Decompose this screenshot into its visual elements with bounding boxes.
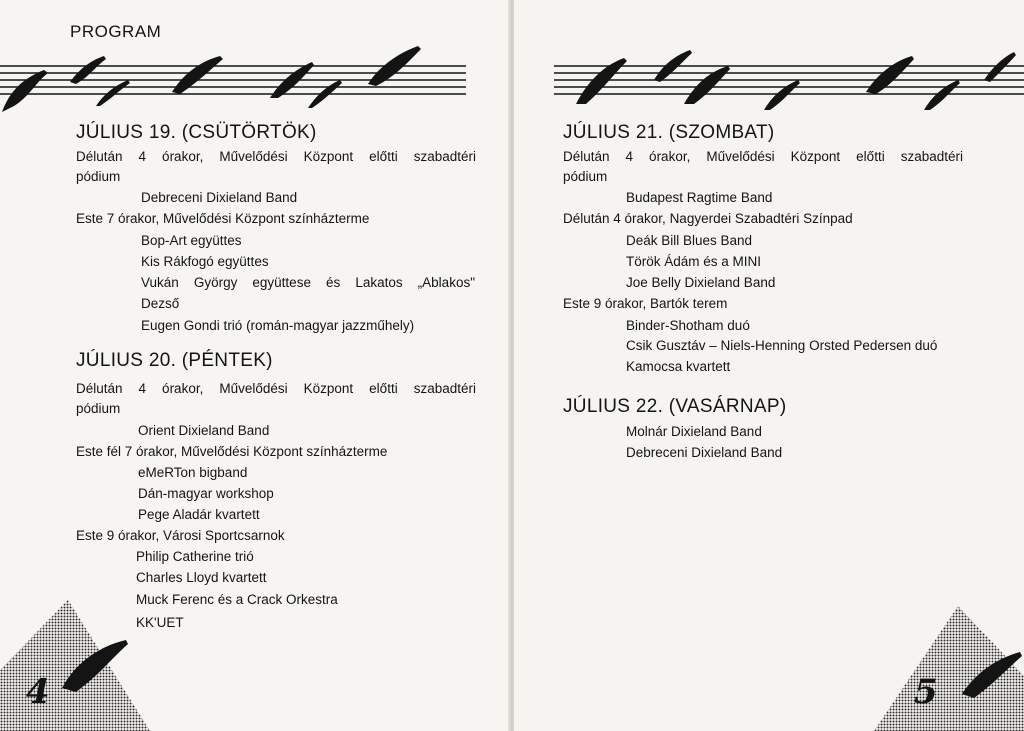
day-title-july-22: JÚLIUS 22. (VASÁRNAP) — [563, 396, 787, 417]
session-location-cont: pódium — [563, 169, 608, 184]
band-name: Dán-magyar workshop — [138, 486, 274, 501]
band-name: Csik Gusztáv – Niels-Henning Orsted Pedersen duó — [626, 338, 938, 353]
band-name: KK'UET — [136, 615, 184, 630]
band-name: Joe Belly Dixieland Band — [626, 275, 776, 290]
band-name: Budapest Ragtime Band — [626, 190, 773, 205]
session-location-cont: pódium — [76, 401, 121, 416]
band-name: Deák Bill Blues Band — [626, 233, 753, 248]
session-location: Délután 4 órakor, Nagyerdei Szabadtéri Színpad — [563, 211, 853, 226]
band-name: Binder-Shotham duó — [626, 318, 750, 333]
session-location: Este 7 órakor, Művelődési Központ színházterme — [76, 211, 370, 226]
day-title-july-20: JÚLIUS 20. (PÉNTEK) — [76, 350, 273, 371]
band-name: Eugen Gondi trió (román-magyar jazzműhely) — [141, 318, 415, 333]
page-number: 5 — [914, 672, 938, 712]
band-name: Dezső — [141, 296, 180, 311]
session-location: Este 9 órakor, Városi Sportcsarnok — [76, 528, 285, 543]
session-location-cont: pódium — [76, 169, 121, 184]
page-number: 4 — [26, 672, 50, 712]
music-staff-icon — [0, 0, 510, 130]
band-name: Muck Ferenc és a Crack Orkestra — [136, 592, 338, 607]
left-page — [0, 0, 510, 731]
session-location: Délután 4 órakor, Művelődési Központ előtti szabadtéri — [76, 149, 476, 164]
session-location: Este 9 órakor, Bartók terem — [563, 296, 728, 311]
band-name: eMeRTon bigband — [138, 465, 248, 480]
band-name: Charles Lloyd kvartett — [136, 570, 267, 585]
session-location: Este fél 7 órakor, Művelődési Központ színházterme — [76, 444, 388, 459]
band-name: Molnár Dixieland Band — [626, 424, 762, 439]
band-name: Debreceni Dixieland Band — [141, 190, 298, 205]
band-name: Török Ádám és a MINI — [626, 254, 762, 269]
day-title-july-21: JÚLIUS 21. (SZOMBAT) — [563, 122, 775, 143]
music-staff-icon — [514, 0, 1024, 130]
day-title-july-19: JÚLIUS 19. (CSÜTÖRTÖK) — [76, 122, 317, 143]
session-location: Délután 4 órakor, Művelődési Központ előtti szabadtéri — [76, 381, 476, 396]
band-name: Kis Rákfogó együttes — [141, 254, 269, 269]
band-name: Kamocsa kvartett — [626, 359, 731, 374]
program-heading: PROGRAM — [70, 22, 162, 41]
halftone-triangle-icon — [874, 606, 1024, 731]
band-name: Debreceni Dixieland Band — [626, 445, 783, 460]
band-name: Vukán György együttese és Lakatos „Ablakos" — [141, 275, 475, 290]
right-page — [514, 0, 1024, 731]
band-name: Pege Aladár kvartett — [138, 507, 260, 522]
band-name: Philip Catherine trió — [136, 549, 254, 564]
band-name: Bop-Art együttes — [141, 233, 242, 248]
halftone-triangle-icon — [0, 600, 150, 731]
musical-notes-icon — [2, 46, 421, 112]
session-location: Délután 4 órakor, Művelődési Központ előtti szabadtéri — [563, 149, 963, 164]
band-name: Orient Dixieland Band — [138, 423, 270, 438]
